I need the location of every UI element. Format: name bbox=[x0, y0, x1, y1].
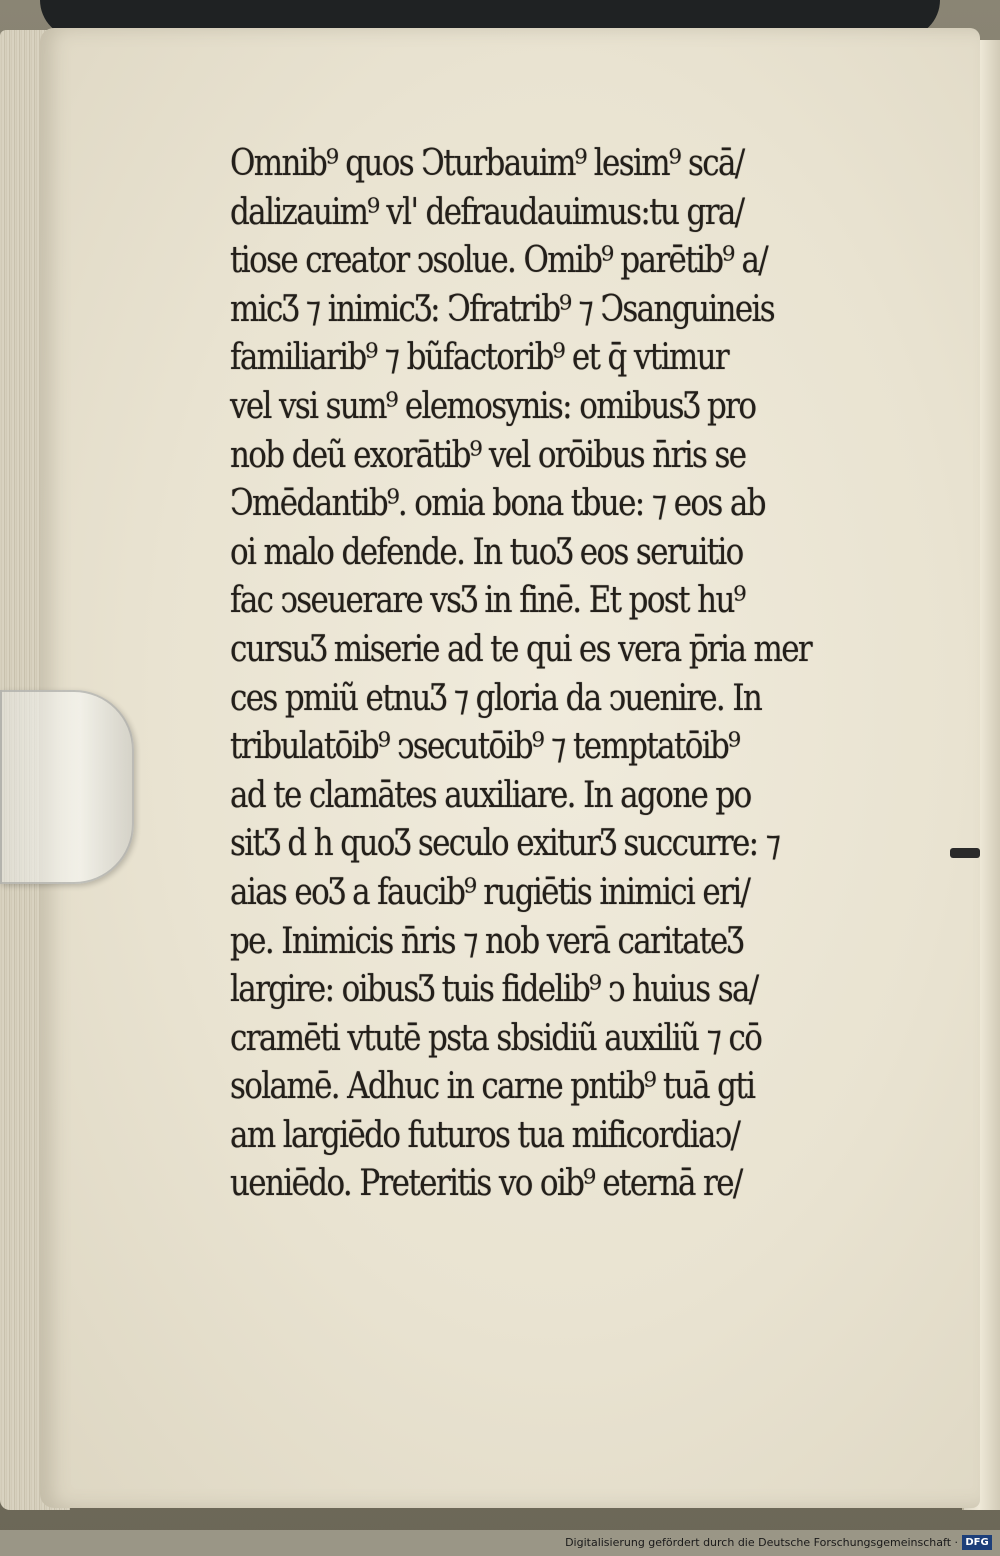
text-line: familiarib⁹ ⁊ bũfactorib⁹ et q̄ vtimur bbox=[230, 337, 729, 379]
text-line: largire: oibusƷ tuis fidelib⁹ ↄ huius sa/ bbox=[230, 969, 758, 1011]
printed-text-block bbox=[230, 140, 900, 1209]
text-line: aias eoƷ a faucib⁹ rugiētis inimici eri/ bbox=[230, 871, 750, 913]
text-line: nob deũ exorātib⁹ vel orōibus n̄ris se bbox=[230, 434, 746, 476]
text-line: ces pmiũ etnuƷ ⁊ gloria da ↄuenire. In bbox=[230, 677, 762, 719]
text-line: ad te clamātes auxiliare. In agone po bbox=[230, 774, 751, 816]
dfg-logo: DFG bbox=[962, 1535, 992, 1550]
funding-credit: Digitalisierung gefördert durch die Deutsche Forschungsgemeinschaft · bbox=[565, 1536, 958, 1549]
text-line: fac ↄseuerare vsƷ in finē. Et post hu⁹ bbox=[230, 580, 745, 622]
text-line: pe. Inimicis n̄ris ⁊ nob verā caritateƷ bbox=[230, 920, 743, 962]
text-line: cursuƷ miserie ad te qui es vera p̄ria mer bbox=[230, 628, 812, 670]
page-tab-marker bbox=[950, 848, 980, 858]
text-line: solamē. Adhuc in carne pntib⁹ tuā gti bbox=[230, 1066, 755, 1108]
text-line: am largiēdo futuros tua mificordiaↄ/ bbox=[230, 1114, 740, 1156]
text-line: tribulatōib⁹ ↄsecutōib⁹ ⁊ temptatōib⁹ bbox=[230, 726, 740, 768]
text-line: oi malo defende. In tuoƷ eos seruitio bbox=[230, 531, 743, 573]
text-line: Ↄmēdantib⁹. omia bona tbue: ⁊ eos ab bbox=[230, 483, 765, 525]
text-line: micƷ ⁊ inimicƷ: Ↄfratrib⁹ ⁊ Ↄsanguineis bbox=[230, 288, 775, 330]
text-line: dalizauim⁹ vl' defraudauimus:tu gra/ bbox=[230, 191, 744, 233]
page-clip bbox=[0, 690, 134, 884]
text-line: vel vsi sum⁹ elemosynis: omibusƷ pro bbox=[230, 385, 756, 427]
text-line: ueniēdo. Preteritis vo oib⁹ eternā re/ bbox=[230, 1163, 742, 1205]
text-line: tiose creator ↄsolue. Omib⁹ parētib⁹ a/ bbox=[230, 240, 768, 282]
text-line: cramēti vtutē psta sbsidiũ auxiliũ ⁊ cō bbox=[230, 1017, 762, 1059]
text-line: Omnib⁹ quos Ↄturbauim⁹ lesim⁹ scā/ bbox=[230, 143, 744, 184]
text-line: sitƷ d h quoƷ seculo exiturƷ succurre: ⁊ bbox=[230, 823, 780, 865]
